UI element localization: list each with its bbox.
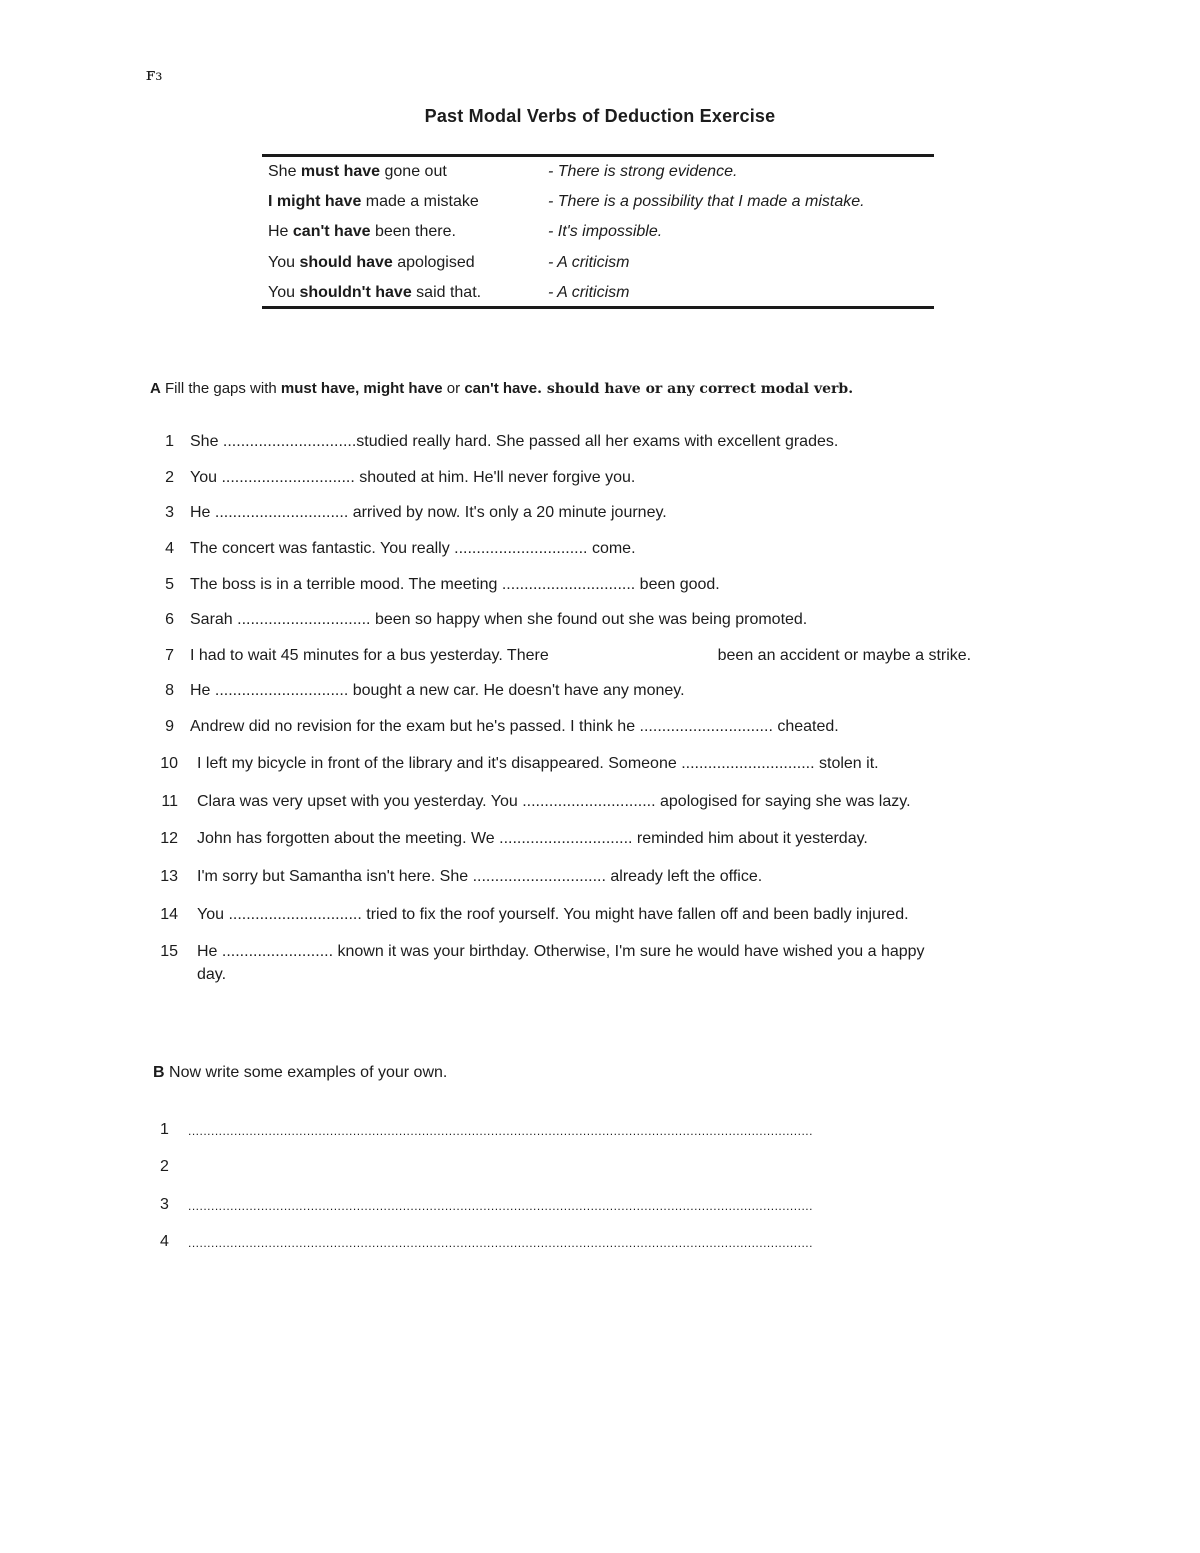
rule-meaning: - A criticism <box>548 254 630 271</box>
page-mark: ꜰ₃ <box>146 64 163 85</box>
rule-meaning: - A criticism <box>548 284 630 301</box>
rules-table <box>262 154 934 309</box>
rule-meaning: - It's impossible. <box>548 223 663 240</box>
rule-meaning: - There is strong evidence. <box>548 163 738 180</box>
rule-example: He can't have been there. <box>268 223 456 240</box>
rule-example: She must have gone out <box>268 163 447 180</box>
rule-example: You shouldn't have said that. <box>268 284 482 301</box>
rule-meaning: - There is a possibility that I made a mistake. <box>548 193 865 210</box>
section-b-instructions: B Now write some examples of your own. <box>153 1064 448 1081</box>
rule-example: I might have made a mistake <box>268 193 479 210</box>
page-title: Past Modal Verbs of Deduction Exercise <box>424 106 776 126</box>
section-a-instructions: A Fill the gaps with must have, might have or can't have. should have or any correct modal verb. <box>150 380 854 397</box>
rule-example: You should have apologised <box>268 254 475 271</box>
